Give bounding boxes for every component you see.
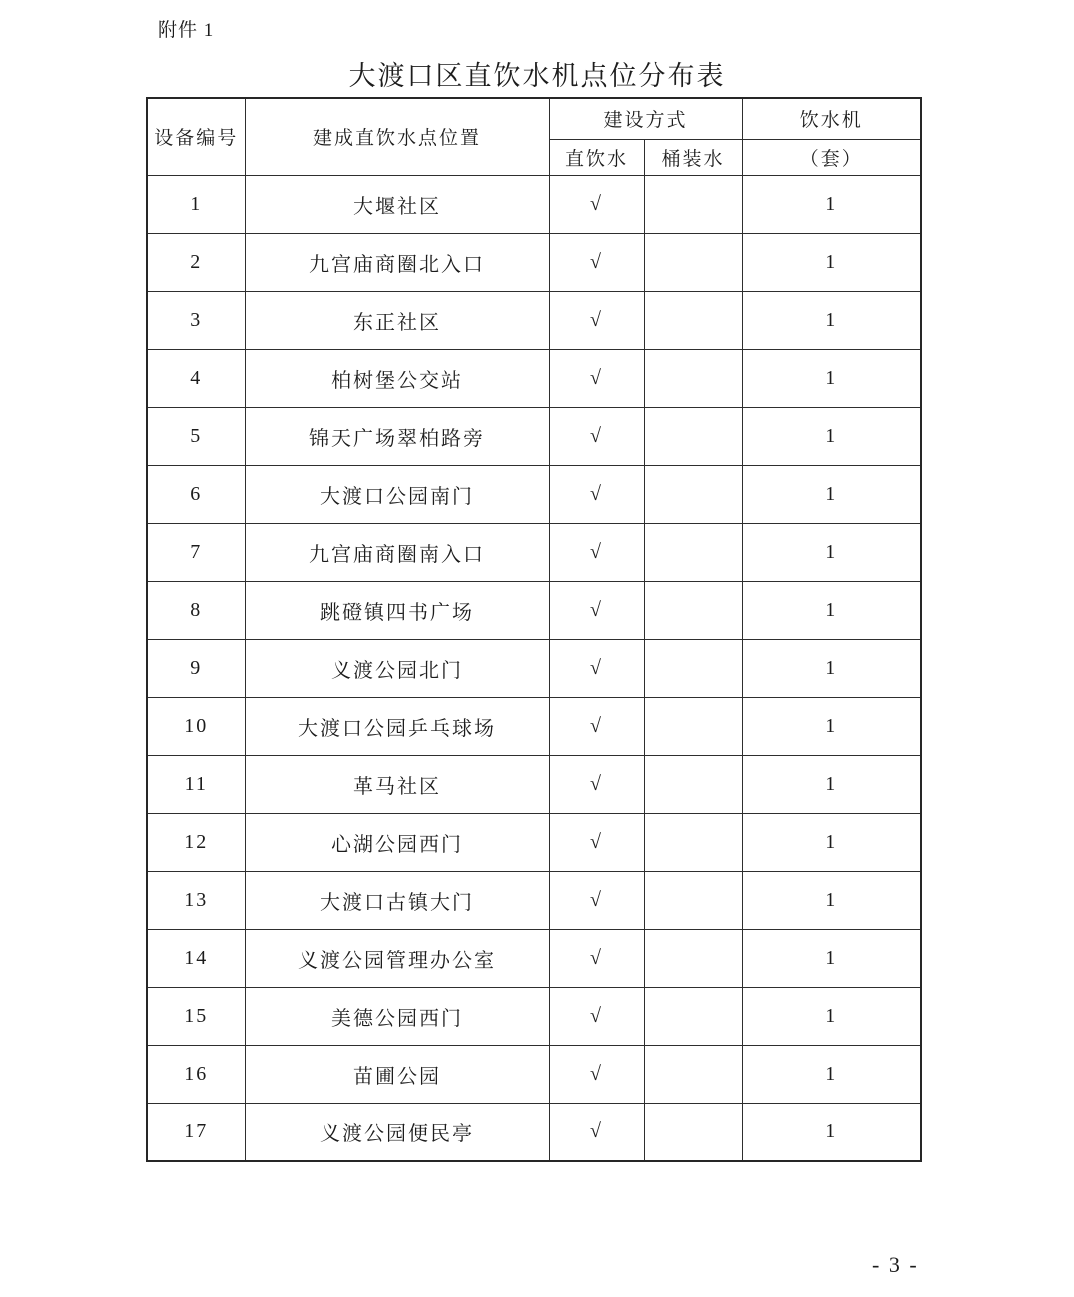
dispenser-count-cell: 1 bbox=[742, 465, 921, 523]
direct-water-cell: √ bbox=[549, 1103, 644, 1161]
location-cell: 锦天广场翠柏路旁 bbox=[245, 407, 549, 465]
bottled-water-cell bbox=[644, 987, 742, 1045]
direct-water-cell: √ bbox=[549, 175, 644, 233]
bottled-water-cell bbox=[644, 813, 742, 871]
row-number-cell: 6 bbox=[147, 465, 245, 523]
table-row bbox=[147, 175, 921, 233]
table-header bbox=[147, 98, 921, 175]
location-cell: 跳磴镇四书广场 bbox=[245, 581, 549, 639]
row-number-cell: 12 bbox=[147, 813, 245, 871]
dispenser-count-cell: 1 bbox=[742, 755, 921, 813]
row-number-cell: 16 bbox=[147, 1045, 245, 1103]
dispenser-count-cell: 1 bbox=[742, 581, 921, 639]
dispenser-count-cell: 1 bbox=[742, 175, 921, 233]
row-number-cell: 10 bbox=[147, 697, 245, 755]
bottled-water-cell bbox=[644, 929, 742, 987]
direct-water-cell: √ bbox=[549, 465, 644, 523]
bottled-water-cell bbox=[644, 1045, 742, 1103]
table-row bbox=[147, 639, 921, 697]
location-cell: 义渡公园管理办公室 bbox=[245, 929, 549, 987]
bottled-water-cell bbox=[644, 175, 742, 233]
dispenser-count-cell: 1 bbox=[742, 1045, 921, 1103]
header-dispenser: 饮水机 bbox=[742, 98, 921, 139]
table-row bbox=[147, 581, 921, 639]
bottled-water-cell bbox=[644, 581, 742, 639]
direct-water-cell: √ bbox=[549, 987, 644, 1045]
location-cell: 苗圃公园 bbox=[245, 1045, 549, 1103]
location-cell: 九宫庙商圈北入口 bbox=[245, 233, 549, 291]
row-number-cell: 7 bbox=[147, 523, 245, 581]
table-row bbox=[147, 1045, 921, 1103]
dispenser-count-cell: 1 bbox=[742, 871, 921, 929]
dispenser-count-cell: 1 bbox=[742, 349, 921, 407]
row-number-cell: 2 bbox=[147, 233, 245, 291]
direct-water-cell: √ bbox=[549, 291, 644, 349]
table-row bbox=[147, 871, 921, 929]
location-cell: 大渡口公园乒乓球场 bbox=[245, 697, 549, 755]
direct-water-cell: √ bbox=[549, 755, 644, 813]
location-cell: 义渡公园北门 bbox=[245, 639, 549, 697]
bottled-water-cell bbox=[644, 1103, 742, 1161]
bottled-water-cell bbox=[644, 523, 742, 581]
direct-water-cell: √ bbox=[549, 813, 644, 871]
table-row bbox=[147, 929, 921, 987]
bottled-water-cell bbox=[644, 465, 742, 523]
table-row bbox=[147, 987, 921, 1045]
location-cell: 大渡口古镇大门 bbox=[245, 871, 549, 929]
location-cell: 大堰社区 bbox=[245, 175, 549, 233]
row-number-cell: 14 bbox=[147, 929, 245, 987]
header-dispenser-unit: （套） bbox=[742, 139, 921, 175]
page-number: - 3 - bbox=[872, 1252, 919, 1277]
location-cell: 革马社区 bbox=[245, 755, 549, 813]
location-cell: 大渡口公园南门 bbox=[245, 465, 549, 523]
table-row bbox=[147, 523, 921, 581]
header-bottled-water: 桶装水 bbox=[644, 139, 742, 175]
table-row bbox=[147, 1103, 921, 1161]
bottled-water-cell bbox=[644, 697, 742, 755]
row-number-cell: 8 bbox=[147, 581, 245, 639]
row-number-cell: 13 bbox=[147, 871, 245, 929]
direct-water-cell: √ bbox=[549, 349, 644, 407]
dispenser-count-cell: 1 bbox=[742, 1103, 921, 1161]
row-number-cell: 17 bbox=[147, 1103, 245, 1161]
direct-water-cell: √ bbox=[549, 639, 644, 697]
row-number-cell: 3 bbox=[147, 291, 245, 349]
row-number-cell: 5 bbox=[147, 407, 245, 465]
bottled-water-cell bbox=[644, 233, 742, 291]
water-points-table bbox=[146, 97, 922, 1162]
location-cell: 义渡公园便民亭 bbox=[245, 1103, 549, 1161]
table-row bbox=[147, 813, 921, 871]
direct-water-cell: √ bbox=[549, 523, 644, 581]
row-number-cell: 9 bbox=[147, 639, 245, 697]
table-row bbox=[147, 465, 921, 523]
row-number-cell: 11 bbox=[147, 755, 245, 813]
dispenser-count-cell: 1 bbox=[742, 407, 921, 465]
dispenser-count-cell: 1 bbox=[742, 523, 921, 581]
dispenser-count-cell: 1 bbox=[742, 233, 921, 291]
bottled-water-cell bbox=[644, 755, 742, 813]
table-row bbox=[147, 697, 921, 755]
table-row bbox=[147, 349, 921, 407]
direct-water-cell: √ bbox=[549, 407, 644, 465]
location-cell: 柏树堡公交站 bbox=[245, 349, 549, 407]
table-row bbox=[147, 233, 921, 291]
location-cell: 心湖公园西门 bbox=[245, 813, 549, 871]
location-cell: 九宫庙商圈南入口 bbox=[245, 523, 549, 581]
location-cell: 美德公园西门 bbox=[245, 987, 549, 1045]
bottled-water-cell bbox=[644, 871, 742, 929]
dispenser-count-cell: 1 bbox=[742, 929, 921, 987]
direct-water-cell: √ bbox=[549, 929, 644, 987]
table-row bbox=[147, 407, 921, 465]
dispenser-count-cell: 1 bbox=[742, 813, 921, 871]
dispenser-count-cell: 1 bbox=[742, 987, 921, 1045]
dispenser-count-cell: 1 bbox=[742, 697, 921, 755]
row-number-cell: 4 bbox=[147, 349, 245, 407]
direct-water-cell: √ bbox=[549, 1045, 644, 1103]
direct-water-cell: √ bbox=[549, 233, 644, 291]
header-device-no: 设备编号 bbox=[147, 98, 245, 175]
table-row bbox=[147, 755, 921, 813]
bottled-water-cell bbox=[644, 639, 742, 697]
bottled-water-cell bbox=[644, 291, 742, 349]
attachment-label: 附件 1 bbox=[158, 20, 215, 41]
page-title: 大渡口区直饮水机点位分布表 bbox=[348, 61, 726, 91]
row-number-cell: 15 bbox=[147, 987, 245, 1045]
bottled-water-cell bbox=[644, 407, 742, 465]
direct-water-cell: √ bbox=[549, 581, 644, 639]
location-cell: 东正社区 bbox=[245, 291, 549, 349]
dispenser-count-cell: 1 bbox=[742, 639, 921, 697]
bottled-water-cell bbox=[644, 349, 742, 407]
dispenser-count-cell: 1 bbox=[742, 291, 921, 349]
header-direct-water: 直饮水 bbox=[549, 139, 644, 175]
direct-water-cell: √ bbox=[549, 871, 644, 929]
header-construction-method: 建设方式 bbox=[549, 98, 742, 139]
header-location: 建成直饮水点位置 bbox=[245, 98, 549, 175]
table-body bbox=[147, 175, 921, 1161]
table-row bbox=[147, 291, 921, 349]
row-number-cell: 1 bbox=[147, 175, 245, 233]
direct-water-cell: √ bbox=[549, 697, 644, 755]
